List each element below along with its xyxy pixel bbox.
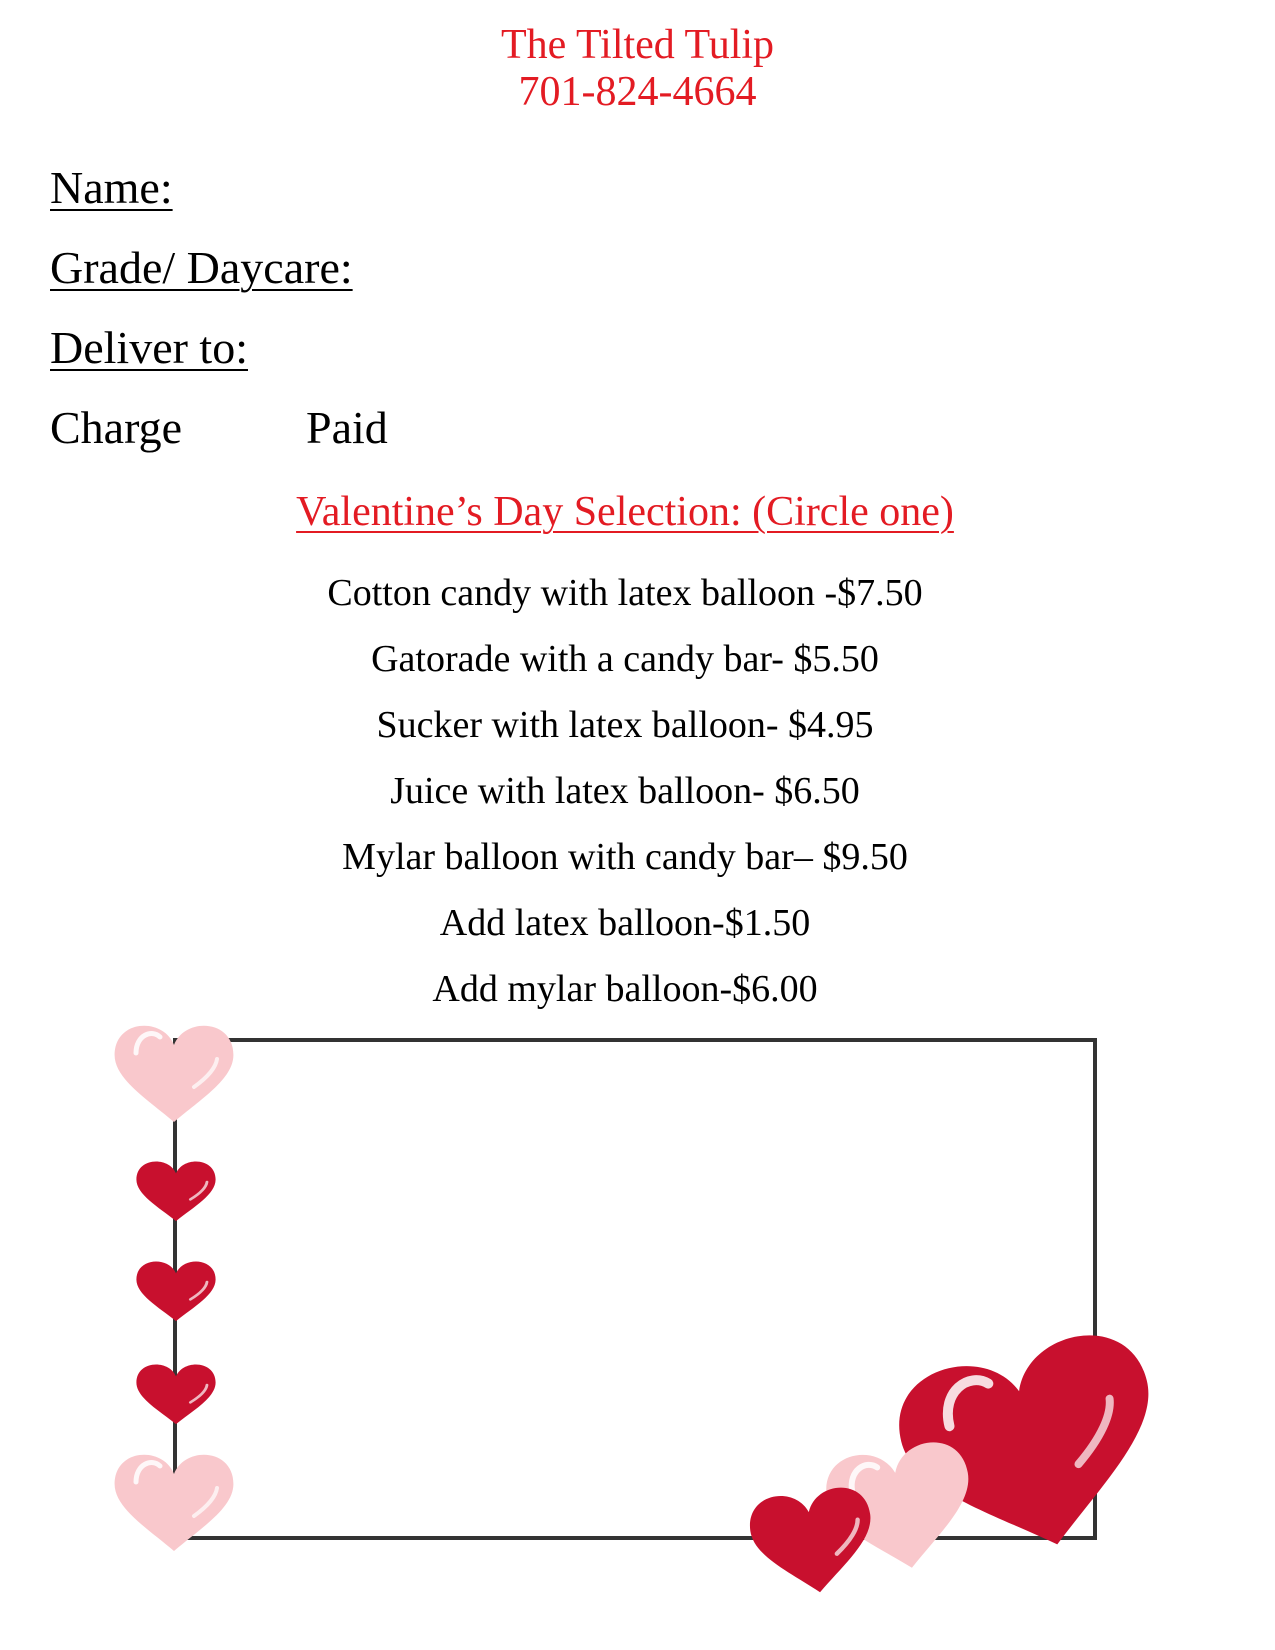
paid-option[interactable]: Paid	[306, 402, 388, 453]
option-mylar-candy-bar[interactable]: Mylar balloon with candy bar– $9.50	[342, 836, 908, 878]
option-gatorade[interactable]: Gatorade with a candy bar- $5.50	[371, 638, 879, 680]
name-field-label: Name:	[50, 162, 173, 213]
selection-title: Valentine’s Day Selection: (Circle one)	[296, 489, 954, 535]
option-juice[interactable]: Juice with latex balloon- $6.50	[390, 770, 860, 812]
option-sucker[interactable]: Sucker with latex balloon- $4.95	[376, 704, 874, 746]
option-cotton-candy[interactable]: Cotton candy with latex balloon -$7.50	[327, 572, 923, 614]
option-add-mylar-balloon[interactable]: Add mylar balloon-$6.00	[432, 968, 818, 1010]
grade-daycare-field-label: Grade/ Daycare:	[50, 242, 353, 293]
shop-phone: 701-824-4664	[518, 69, 757, 115]
shop-name: The Tilted Tulip	[500, 22, 775, 68]
charge-option[interactable]: Charge	[50, 402, 183, 453]
deliver-to-field-label: Deliver to:	[50, 322, 248, 373]
heart-icon	[746, 1484, 880, 1601]
option-add-latex-balloon[interactable]: Add latex balloon-$1.50	[439, 902, 811, 944]
